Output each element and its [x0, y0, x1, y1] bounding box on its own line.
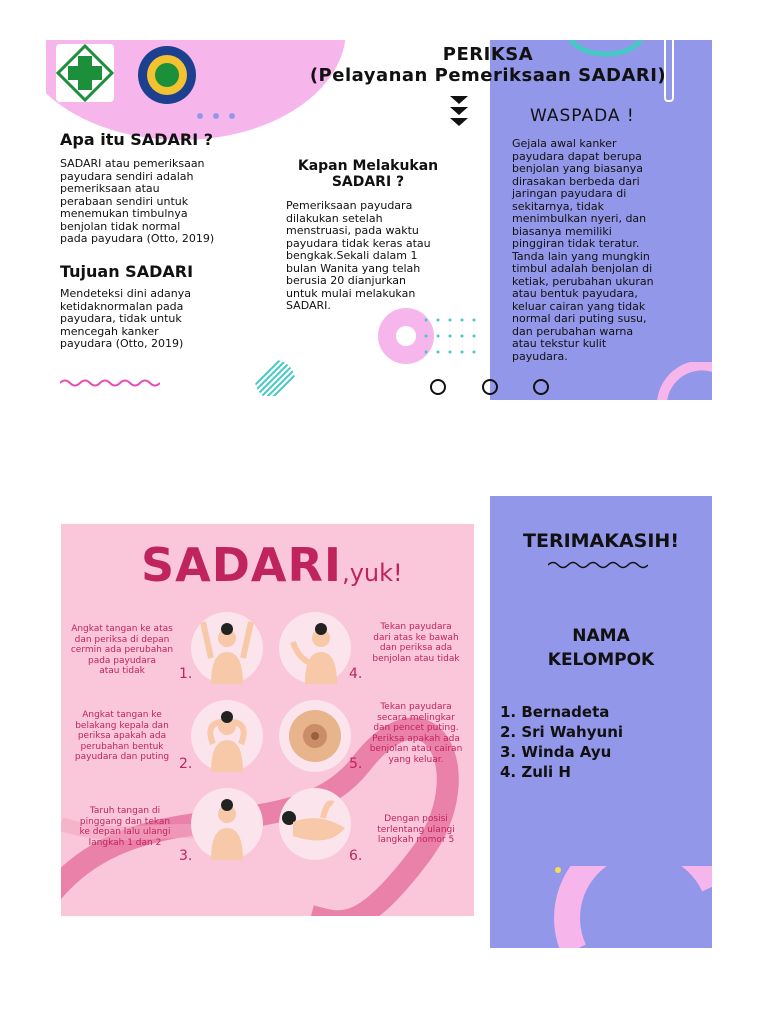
page-title: PERIKSA (Pelayanan Pemeriksaan SADARI)	[309, 44, 667, 86]
step6-illustration	[279, 788, 351, 860]
health-cross-logo	[56, 44, 114, 102]
step6-text: Dengan posisi terlentang ulangi langkah nomor 5	[377, 814, 455, 845]
step5-number: 5.	[349, 756, 363, 772]
step5-text: Tekan payudara secara melingkar dan pencet puting. Periksa apakah ada benjolan atau cairan yang keluar.	[369, 702, 463, 765]
trifold-panel-top	[46, 40, 712, 400]
step1-illustration	[191, 612, 263, 684]
step2-illustration	[191, 700, 263, 772]
rings-decoration	[428, 378, 558, 396]
wave-decoration	[548, 560, 648, 570]
step1-number: 1.	[179, 666, 193, 682]
heading-apa-itu-sadari: Apa itu SADARI ?	[60, 130, 213, 149]
text-tujuan-sadari: Mendeteksi dini adanya ketidaknormalan pada payudara, tidak untuk mencegah kanker payudara (Otto, 2019)	[60, 287, 191, 350]
text-waspada: Gejala awal kanker payudara dapat berupa benjolan yang biasanya dirasakan berbeda dari jaringan payudara di sekitarnya, tidak menimbulkan nyeri, dan biasanya memiliki pinggiran tidak teratur. Tanda lain yang mungkin timbul adalah benjolan di ketiak, perubahan ukuran atau bentuk payudara, keluar cairan yang tidak normal dari puting susu, dan perubahan warna atau tekstur kulit payudara.	[512, 137, 654, 363]
text-apa-itu-sadari: SADARI atau pemeriksaan payudara sendiri adalah pemeriksaan atau perabaan sendiri untuk menemukan timbulnya benjolan tidak normal pada payudara (Otto, 2019)	[60, 157, 215, 245]
heading-kapan-sadari: Kapan Melakukan SADARI ?	[297, 158, 439, 190]
institution-logo	[138, 46, 196, 104]
member-item: 4. Zuli H	[500, 763, 571, 781]
dots-decoration	[196, 112, 240, 120]
step4-number: 4.	[349, 666, 363, 682]
pink-arc-decoration	[554, 866, 712, 948]
member-item: 1. Bernadeta	[500, 703, 610, 721]
member-item: 2. Sri Wahyuni	[500, 723, 624, 741]
heading-tujuan-sadari: Tujuan SADARI	[60, 262, 194, 281]
down-arrows-icon	[450, 96, 468, 130]
member-item: 3. Winda Ayu	[500, 743, 612, 761]
teal-arc-decoration	[566, 40, 646, 58]
step2-text: Angkat tangan ke belakang kepala dan periksa apakah ada perubahan bentuk payudara dan puting	[74, 710, 170, 762]
teal-dot-grid-decoration	[422, 316, 480, 358]
step5-illustration	[279, 700, 351, 772]
step6-number: 6.	[349, 848, 363, 864]
group-heading: NAMA KELOMPOK	[547, 626, 655, 670]
poster-title: SADARI,yuk!	[141, 538, 403, 592]
text-kapan-sadari: Pemeriksaan payudara dilakukan setelah menstruasi, pada waktu payudara tidak keras atau bengkak.Sekali dalam 1 bulan Wanita yang telah berusia 20 dianjurkan untuk mulai melakukan SADARI.	[286, 199, 431, 312]
wave-decoration	[60, 378, 160, 388]
step4-illustration	[279, 612, 351, 684]
step2-number: 2.	[179, 756, 193, 772]
thanks-panel	[490, 496, 712, 948]
step4-text: Tekan payudara dari atas ke bawah dan periksa ada benjolan atau tidak	[372, 622, 460, 664]
thanks-heading: TERIMAKASIH!	[523, 530, 679, 552]
step1-text: Angkat tangan ke atas dan periksa di depan cermin ada perubahan pada payudara atau tidak	[70, 624, 174, 676]
step3-number: 3.	[179, 848, 193, 864]
teal-striped-circle-decoration	[252, 360, 298, 396]
white-bar-decoration	[664, 40, 674, 102]
step3-illustration	[191, 788, 263, 860]
member-list	[500, 702, 700, 782]
sadari-poster	[61, 524, 474, 916]
pink-arc-decoration	[656, 362, 712, 400]
step3-text: Taruh tangan di pinggang dan tekan ke depan lalu ulangi langkah 1 dan 2	[79, 806, 171, 848]
heading-waspada: WASPADA !	[530, 106, 635, 126]
